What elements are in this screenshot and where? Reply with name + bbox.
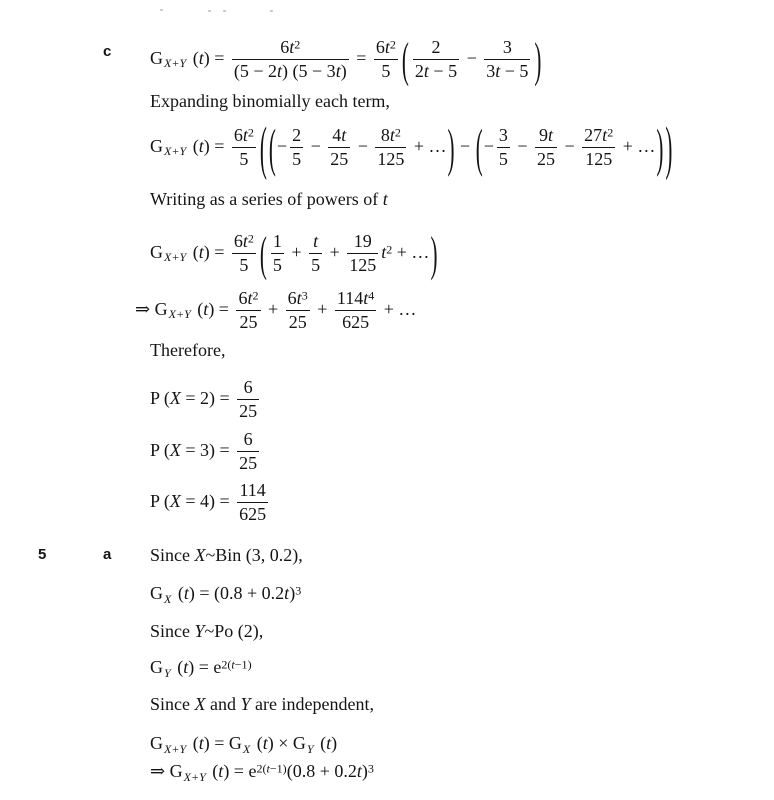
math-text: − 5 — [500, 61, 529, 82]
math-text: G — [150, 47, 163, 68]
fraction — [237, 481, 268, 524]
subscript: X+Y — [164, 741, 187, 756]
fraction — [237, 430, 259, 473]
equation-expanded-series — [135, 289, 416, 332]
fraction-bar — [484, 59, 530, 61]
denominator — [237, 505, 268, 524]
subscript: X+Y — [164, 56, 187, 71]
subscript: X+Y — [164, 250, 187, 265]
denominator — [237, 454, 259, 473]
fraction-bar — [375, 147, 406, 149]
equation-prob-x-equals-3 — [150, 430, 262, 473]
math-text: −1) — [234, 657, 252, 672]
denominator — [347, 256, 378, 275]
math-text: ( — [192, 298, 204, 319]
math-text: 6 — [243, 429, 253, 449]
superscript: 4 — [368, 288, 375, 303]
equation-gy-poisson-pgf — [150, 656, 252, 679]
math-variable: t — [313, 231, 319, 251]
math-variable: t — [242, 231, 248, 251]
subscript: X — [164, 591, 172, 606]
math-text: 6 — [280, 37, 290, 57]
subscript: X — [242, 741, 251, 756]
math-text: 6 — [238, 288, 248, 308]
math-text: ) (5 − 3 — [282, 61, 336, 82]
math-text: 6 — [287, 288, 297, 308]
math-text: ( — [315, 733, 327, 753]
math-text: G — [150, 583, 163, 603]
math-text: 9 — [539, 125, 548, 145]
fraction-bar — [328, 147, 350, 149]
math-text: ) = (0.8 + 0.2 — [188, 583, 285, 603]
math-text: 2 — [292, 125, 302, 145]
numerator — [236, 289, 260, 308]
math-text: 27 — [584, 125, 603, 145]
math-variable: t — [289, 37, 295, 57]
math-text: ) = — [208, 298, 234, 319]
fraction-bar — [309, 253, 322, 255]
math-text: 114 — [239, 480, 266, 500]
math-text: + — [312, 298, 332, 319]
math-text: − — [512, 135, 533, 156]
subscript: X+Y — [168, 307, 191, 322]
denominator — [287, 313, 309, 332]
equation-series-of-powers: $G_{X+Y}$ (t) = $\frac{6t^2}{5}$ ( $\frac{1}{5}$ + $\frac{t}{5}$ + $\frac{19}{125}$ $t^2$ + …) — [150, 226, 438, 282]
math-text: − — [462, 47, 482, 68]
math-text: 114 — [336, 288, 364, 308]
math-text: ) — [340, 61, 347, 82]
denominator — [232, 62, 349, 81]
fraction-bar — [497, 147, 510, 149]
denominator — [340, 313, 371, 332]
math-variable: t — [356, 761, 362, 781]
fraction — [232, 38, 349, 81]
math-variable: t — [183, 583, 189, 603]
denominator — [583, 150, 614, 169]
math-variable: t — [548, 125, 554, 145]
math-text: 25 — [330, 149, 349, 170]
fraction — [582, 126, 615, 169]
equation-gxy-result — [150, 760, 374, 783]
math-text: − — [353, 135, 373, 156]
math-variable: t — [335, 61, 341, 82]
numerator — [537, 126, 555, 145]
implies-arrow-icon: ⇒ — [150, 761, 170, 781]
fraction — [497, 126, 510, 169]
math-text: 5 — [239, 255, 249, 276]
math-variable: t — [384, 37, 390, 57]
text-since-ind-p2: and — [205, 694, 241, 714]
math-text: − — [276, 135, 288, 156]
math-variable: t — [266, 761, 270, 776]
numerator — [271, 232, 284, 251]
math-text: 25 — [239, 453, 258, 474]
denominator — [237, 402, 259, 421]
math-variable: t — [262, 733, 268, 753]
denominator — [375, 150, 406, 169]
fraction-bar — [236, 310, 260, 312]
math-text: 6 — [243, 377, 253, 397]
text-since-binomial — [150, 544, 303, 567]
math-text: G — [150, 241, 163, 262]
fraction-bar — [237, 451, 259, 453]
math-text: ) = — [203, 135, 229, 156]
fraction-bar — [237, 502, 268, 504]
math-text: 3 — [498, 125, 508, 145]
math-variable: t — [183, 657, 189, 677]
math-text: 5 — [292, 149, 302, 170]
text-since-ind-v1: X — [194, 694, 206, 714]
math-text: = 4) = — [180, 490, 235, 511]
equation-binomial-expansion: $G_{X+Y}$ (t) = $\frac{6t^2}{5}$ ((− $\frac{2}{5}$ − $\frac{4t}{25}$ − $\frac{8t^2}{125}$ + …) − (− $\frac{3}{5}$ − $\frac{9t}{25}$ − $\frac{27t^2}{125}$ + …)) — [150, 114, 673, 182]
math-text: ( — [172, 657, 184, 677]
math-text: ) = e — [188, 657, 222, 677]
math-variable: t — [218, 761, 224, 781]
numerator — [582, 126, 615, 145]
math-variable: t — [198, 135, 204, 156]
math-text: 2 — [414, 61, 424, 82]
math-variable: X — [169, 490, 181, 511]
numerator — [278, 38, 302, 57]
math-text: ) — [289, 583, 296, 603]
math-text: 25 — [537, 149, 556, 170]
math-variable: t — [296, 288, 302, 308]
math-text: (0.8 + 0.2 — [286, 761, 357, 781]
denominator — [328, 150, 350, 169]
denominator — [237, 150, 250, 169]
math-text: ) × G — [267, 733, 306, 753]
text-expanding: Expanding binomially each term, — [150, 91, 390, 111]
numerator — [352, 232, 374, 251]
equation-prob-x-equals-4 — [150, 481, 271, 524]
math-text: 2 — [431, 37, 441, 57]
superscript: 3 — [367, 761, 374, 776]
numerator — [330, 126, 348, 145]
math-variable: t — [247, 288, 253, 308]
fraction — [328, 126, 350, 169]
math-text: + … — [379, 298, 417, 319]
math-text: 625 — [239, 504, 267, 525]
superscript: 2 — [389, 37, 396, 52]
math-text: 2( — [256, 761, 267, 776]
math-text: 625 — [342, 312, 370, 333]
subscript: Y — [164, 665, 171, 680]
fraction — [309, 232, 322, 275]
fraction-bar — [335, 310, 376, 312]
subscript: X+Y — [164, 144, 187, 159]
text-since-bin-post: ~Bin (3, 0.2), — [205, 545, 303, 565]
numerator — [232, 232, 256, 251]
denominator — [237, 256, 250, 275]
denominator — [379, 62, 392, 81]
text-writing-pre: Writing as a series of powers of — [150, 189, 383, 209]
math-text: ( — [252, 733, 263, 753]
part-label-c: c — [103, 43, 112, 60]
math-text: ( — [188, 241, 199, 262]
fraction-bar — [535, 147, 557, 149]
math-variable: t — [363, 288, 369, 308]
math-text: 6 — [375, 37, 385, 57]
numerator — [379, 126, 403, 145]
math-text: 125 — [377, 149, 405, 170]
fraction-bar — [582, 147, 615, 149]
cropped-text-fragment — [270, 10, 273, 12]
math-variable: t — [495, 61, 501, 82]
math-variable: t — [341, 125, 347, 145]
fraction-bar — [237, 399, 259, 401]
math-text: 25 — [239, 312, 258, 333]
math-text: 3 — [486, 61, 496, 82]
math-text: + … — [392, 241, 430, 262]
math-variable: X — [169, 439, 181, 460]
math-text: = 3) = — [180, 439, 235, 460]
math-variable: t — [381, 241, 387, 262]
math-variable: t — [423, 61, 429, 82]
cropped-text-fragment — [160, 9, 163, 11]
denominator — [271, 256, 284, 275]
math-text: 4 — [332, 125, 342, 145]
numerator — [242, 430, 255, 449]
superscript: 2 — [247, 231, 254, 246]
math-variable: t — [198, 733, 204, 753]
superscript: 3 — [295, 583, 302, 598]
math-text: ( — [188, 47, 199, 68]
fraction — [236, 289, 260, 332]
math-text: 25 — [288, 312, 307, 333]
equation-prob-x-equals-2 — [150, 378, 262, 421]
math-text: − 5 — [428, 61, 458, 82]
math-text: −1) — [269, 761, 287, 776]
cropped-text-fragment — [223, 10, 226, 12]
math-text: P ( — [150, 387, 170, 408]
fraction — [232, 232, 256, 275]
subscript: X+Y — [183, 769, 206, 784]
math-text: 2( — [221, 657, 232, 672]
math-text: G — [169, 761, 183, 781]
math-text: − — [483, 135, 494, 156]
math-text: G — [150, 733, 163, 753]
math-text: 1 — [272, 231, 282, 251]
numerator — [311, 232, 320, 251]
fraction — [290, 126, 303, 169]
math-text: 5 — [381, 61, 391, 82]
numerator — [374, 38, 398, 57]
text-since-poisson — [150, 620, 263, 643]
math-text: ( — [173, 583, 184, 603]
fraction-bar — [413, 59, 459, 61]
math-text: + — [325, 241, 345, 262]
fraction-bar — [290, 147, 303, 149]
numerator — [242, 378, 255, 397]
math-text: − — [306, 135, 326, 156]
fraction — [232, 126, 256, 169]
subscript: Y — [306, 741, 314, 756]
superscript: 2 — [386, 242, 393, 257]
fraction — [271, 232, 284, 275]
fraction-bar — [271, 253, 284, 255]
math-text: ( — [188, 733, 199, 753]
math-variable: t — [326, 733, 332, 753]
math-variable: t — [602, 125, 608, 145]
fraction — [335, 289, 376, 332]
fraction — [286, 289, 310, 332]
denominator — [237, 313, 259, 332]
implies-arrow-icon: ⇒ — [135, 298, 155, 319]
math-text: + … — [618, 135, 656, 156]
math-text: 5 — [311, 255, 321, 276]
math-text: − — [455, 135, 475, 156]
math-variable: t — [277, 61, 283, 82]
text-since-ind-p1: Since — [150, 694, 195, 714]
fraction — [484, 38, 530, 81]
text-since-po-post: ~Po (2), — [204, 621, 264, 641]
numerator — [232, 126, 256, 145]
math-variable: t — [284, 583, 290, 603]
part-label-a: a — [103, 546, 112, 563]
numerator — [286, 289, 310, 308]
fraction — [413, 38, 459, 81]
fraction-bar — [286, 310, 310, 312]
numerator — [237, 481, 267, 500]
superscript — [256, 762, 286, 776]
superscript: 2 — [394, 125, 401, 140]
fraction — [237, 378, 259, 421]
math-text: G — [150, 135, 163, 156]
math-variable: t — [231, 657, 235, 672]
fraction-bar — [374, 59, 398, 61]
math-text: 19 — [353, 231, 372, 251]
math-text: ) — [331, 733, 338, 753]
text-since-independent — [150, 693, 374, 716]
math-text: 5 — [239, 149, 249, 170]
text-since-po-pre: Since — [150, 621, 195, 641]
math-text: 5 — [272, 255, 282, 276]
text-therefore: Therefore, — [150, 340, 226, 360]
math-text: 6 — [233, 125, 243, 145]
math-text: − — [560, 135, 580, 156]
math-text: 125 — [585, 149, 613, 170]
fraction-bar — [232, 253, 256, 255]
math-text: P ( — [150, 439, 170, 460]
math-text: 125 — [349, 255, 377, 276]
denominator — [413, 62, 459, 81]
denominator — [290, 150, 303, 169]
fraction-bar — [347, 253, 378, 255]
math-variable: t — [389, 125, 395, 145]
fraction-bar — [232, 59, 349, 61]
fraction — [374, 38, 398, 81]
cropped-text-fragment — [208, 10, 211, 12]
math-text: (5 − 2 — [233, 61, 278, 82]
math-text: ) = G — [203, 733, 242, 753]
numerator — [497, 126, 510, 145]
text-writing-var: t — [382, 189, 388, 209]
text-since-po-var: Y — [194, 621, 205, 641]
math-variable: t — [203, 298, 209, 319]
numerator — [290, 126, 303, 145]
math-text: + … — [409, 135, 447, 156]
math-text: + — [286, 241, 307, 262]
text-since-bin-pre: Since — [150, 545, 195, 565]
superscript: 2 — [247, 125, 254, 140]
numerator — [501, 38, 514, 57]
text-since-bin-var: X — [194, 545, 206, 565]
superscript: 2 — [294, 37, 301, 52]
equation-pgf-product-rule — [150, 732, 337, 755]
math-text: ) = — [203, 241, 229, 262]
math-variable: t — [198, 47, 204, 68]
math-variable: t — [198, 241, 204, 262]
text-since-ind-v2: Y — [240, 694, 251, 714]
numerator — [335, 289, 376, 308]
denominator — [484, 62, 530, 81]
math-text: = — [351, 47, 371, 68]
fraction — [535, 126, 557, 169]
fraction — [347, 232, 378, 275]
superscript: 2 — [607, 125, 614, 140]
math-text: ) = e — [223, 761, 257, 781]
math-text: 6 — [233, 231, 243, 251]
math-text: + — [263, 298, 283, 319]
text-since-ind-p3: are independent, — [250, 694, 374, 714]
math-text: = 2) = — [180, 387, 235, 408]
math-text: ( — [188, 135, 199, 156]
math-text: ) — [361, 761, 368, 781]
fraction-bar — [232, 147, 256, 149]
superscript: 2 — [252, 288, 259, 303]
math-text: 3 — [502, 37, 512, 57]
text-writing — [150, 188, 388, 211]
math-text: ) = — [203, 47, 229, 68]
math-text: P ( — [150, 490, 170, 511]
denominator — [535, 150, 557, 169]
math-variable: t — [242, 125, 248, 145]
math-text: 8 — [380, 125, 390, 145]
denominator — [497, 150, 510, 169]
numerator — [429, 38, 442, 57]
math-text: 25 — [239, 401, 258, 422]
equation-gx-binomial-pgf — [150, 582, 301, 605]
superscript — [221, 658, 251, 672]
equation-partial-fraction-form: $G_{X+Y}$ (t) = $\frac{6t^2}{(5 - 2t) (5 - 3t)}$ = $\frac{6t^2}{5}$ ( $\frac{2}{2t - 5}$ − $\frac{3}{3t - 5}$ ) — [150, 32, 542, 88]
math-text: 5 — [498, 149, 508, 170]
math-text: G — [150, 657, 163, 677]
question-label-5: 5 — [38, 546, 47, 563]
superscript: 3 — [301, 288, 308, 303]
denominator — [309, 256, 322, 275]
math-text: G — [154, 298, 168, 319]
math-variable: X — [169, 387, 181, 408]
fraction — [375, 126, 406, 169]
math-text: ( — [207, 761, 219, 781]
